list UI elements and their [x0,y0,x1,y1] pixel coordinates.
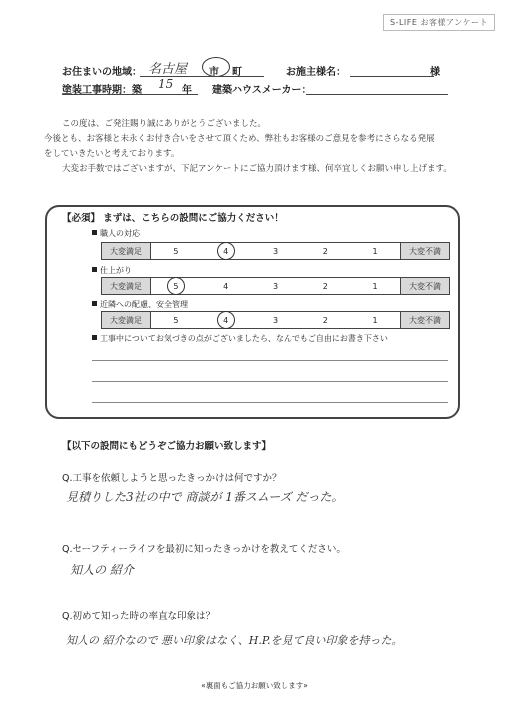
question-reason: Q.工事を依頼しようと思ったきっかけは何ですか？ [62,473,282,484]
intro-line-3: をしていきたいと考えております。 [44,149,180,159]
period-underline [62,94,198,95]
rating-option-2[interactable]: 2 [322,315,328,325]
rating-scale-finish [101,277,450,295]
paint-period-label: 塗装工事時期：築 [62,85,142,96]
required-section-title: 【必須】 まずは、こちらの設問にご協力ください！ [62,213,284,224]
scale-right-label: 大変不満 [400,243,449,259]
footer-note: «裏面もご協力お願い致します» [201,681,308,690]
scale-right-label: 大変不満 [400,278,449,294]
rating-option-5[interactable]: 5 [173,315,179,325]
scale-left-label: 大変満足 [102,278,151,294]
survey-header-tag: S-LIFE お客様アンケート [383,14,495,31]
rating-option-3[interactable]: 3 [272,281,279,291]
rating-option-3[interactable]: 3 [272,315,279,325]
rating-scale-safety [101,311,450,329]
house-maker-label: 建築ハウスメーカー： [212,85,312,96]
scale-left-label: 大変満足 [102,312,151,328]
paint-period-value: 15 [158,77,174,91]
comment-line-1[interactable] [92,360,448,361]
selected-circle [217,311,235,329]
rating-option-5[interactable]: 5 [166,282,186,291]
scale-right-label: 大変不満 [400,312,449,328]
rating-option-1[interactable]: 1 [372,246,378,256]
rating-option-4[interactable]: 4 [216,247,236,256]
paint-period-unit: 年 [182,85,192,96]
optional-section-title: 【以下の設問にもどうぞご協力お願い致します】 [62,441,272,452]
question-finish-label: 仕上がり [92,265,132,276]
bullet-square-icon [92,301,97,306]
area-cho-label: 町 [232,67,242,78]
bullet-square-icon [92,335,97,340]
question-craftsman-label: 職人の対応 [92,228,140,239]
rating-option-3[interactable]: 3 [272,246,279,256]
rating-option-1[interactable]: 1 [372,315,378,325]
comment-line-2[interactable] [92,381,448,382]
area-city-handwritten: 名古屋 [148,62,188,77]
scale-numbers [151,243,400,259]
rating-scale-craftsman [101,242,450,260]
rating-option-4[interactable]: 4 [216,316,236,325]
owner-name-suffix: 様 [430,67,440,78]
comment-prompt: 工事中についてお気づきの点がございましたら、なんでもご自由にお書き下さい [92,333,388,344]
intro-line-4: 大変お手数ではございますが、下記アンケートにご協力頂けます様、何卒宜しくお願い申し上げます。 [62,164,452,174]
rating-option-2[interactable]: 2 [322,281,328,291]
question-safety-label: 近隣への配慮、安全管理 [92,299,188,310]
scale-numbers [151,312,400,328]
owner-name-label: お施主様名： [286,67,346,78]
answer-impression: 知人の 紹介なので 悪い印象はなく、H.P.を見て良い印象を持った。 [66,634,403,647]
answer-discovery: 知人の 紹介 [70,563,134,577]
question-discovery: Q.セーフティーライフを最初に知ったきっかけを教えてください。 [62,544,346,555]
scale-numbers [151,278,400,294]
area-ichi-label: 市 [209,67,219,78]
house-maker-underline [306,94,448,95]
rating-option-1[interactable]: 1 [372,281,378,291]
selected-circle [217,242,235,260]
bullet-square-icon [92,267,97,272]
selected-circle [167,277,185,295]
rating-option-5[interactable]: 5 [173,246,179,256]
comment-line-3[interactable] [92,402,448,403]
answer-reason: 見積りした3社の中で 商談が 1番スムーズ だった。 [66,490,344,504]
area-label: お住まいの地域： [62,67,142,78]
intro-line-2: 今後とも、お客様と未永くお付き合いをさせて頂くため、弊社もお客様のご意見を参考にさらなる発展 [44,134,435,144]
question-impression: Q.初めて知った時の率直な印象は？ [62,611,215,622]
owner-name-underline [350,76,434,77]
intro-line-1: この度は、ご発注賜り誠にありがとうございました。 [62,119,267,129]
rating-option-4[interactable]: 4 [223,281,229,291]
bullet-square-icon [92,230,97,235]
rating-option-2[interactable]: 2 [322,246,328,256]
scale-left-label: 大変満足 [102,243,151,259]
